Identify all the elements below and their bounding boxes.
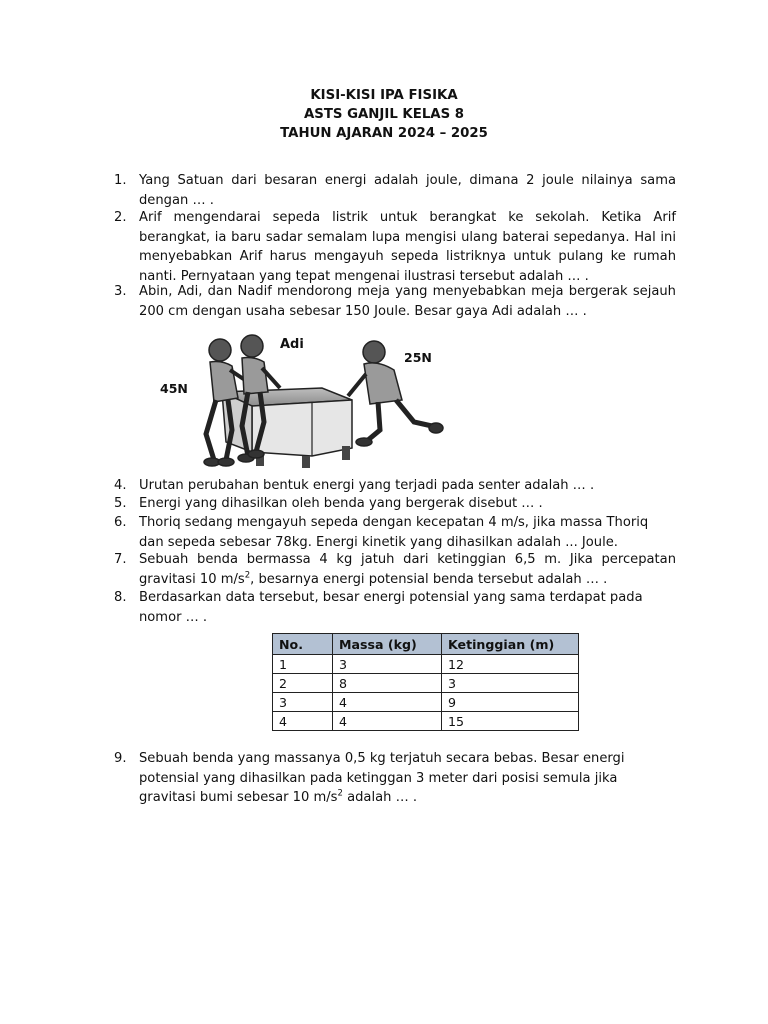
question-6 [114,513,676,552]
label-adi: Adi [280,337,304,352]
question-7 [114,550,676,589]
question-4 [114,476,676,496]
question-number: 5. [114,496,127,511]
question-text-part: Sebuah benda bermassa 4 kg jatuh dari ketinggian 6,5 m. Jika percepatan gravitasi 10 m/s [139,552,676,587]
label-force-right: 25N [404,350,432,365]
table-row [273,712,579,731]
table-cell: 8 [333,674,442,693]
table-cell: 15 [442,712,579,731]
header-title: KISI-KISI IPA FISIKA [310,88,458,103]
question-text-part: adalah … . [342,790,417,806]
question-number: 9. [114,751,127,766]
question-number: 7. [114,552,127,567]
pushing-table-illustration [152,330,452,470]
table-row [273,693,579,712]
question-1 [114,171,676,210]
table-cell: 4 [273,712,333,731]
superscript: 2 [337,788,343,799]
question-text: Berdasarkan data tersebut, besar energi potensial yang sama terdapat pada nomor … . [139,590,643,625]
question-3 [114,282,676,321]
question-text: Thoriq sedang mengayuh sepeda dengan kecepatan 4 m/s, jika massa Thoriq dan sepeda sebesar 78kg. Energi kinetik yang dihasilkan adalah ... Joule. [139,515,649,550]
table-row [273,674,579,693]
table-row [273,655,579,674]
column-header: Massa (kg) [333,634,442,655]
table-cell: 3 [273,693,333,712]
question-text: Energi yang dihasilkan oleh benda yang bergerak disebut … . [139,496,543,511]
question-number: 2. [114,210,127,225]
table-cell: 2 [273,674,333,693]
table-cell: 3 [333,655,442,674]
table-cell: 9 [442,693,579,712]
question-text-part: , besarnya energi potensial benda tersebut adalah … . [250,571,608,587]
question-number: 6. [114,515,127,530]
question-9 [114,749,676,808]
column-header: No. [273,634,333,655]
table-cell: 4 [333,712,442,731]
header-year: TAHUN AJARAN 2024 – 2025 [280,126,488,141]
label-force-left: 45N [160,381,188,396]
question-number: 1. [114,173,127,188]
question-number: 3. [114,284,127,299]
column-header: Ketinggian (m) [442,634,579,655]
question-text: Arif mengendarai sepeda listrik untuk berangkat ke sekolah. Ketika Arif berangkat, ia baru sadar semalam lupa mengisi ulang baterai sepedanya. Hal ini menyebabkan Arif harus mengayuh sepeda listriknya untuk pulang ke rumah nanti. Pernyataan yang tepat mengenai ilustrasi tersebut adalah … . [139,210,676,284]
table-cell: 1 [273,655,333,674]
table-cell: 4 [333,693,442,712]
question-2 [114,208,676,286]
superscript: 2 [244,570,251,581]
question-5 [114,494,676,514]
question-number: 8. [114,590,127,605]
document-header [0,86,768,143]
question-text: Abin, Adi, dan Nadif mendorong meja yang menyebabkan meja bergerak sejauh 200 cm dengan usaha sebesar 150 Joule. Besar gaya Adi adalah … . [139,284,676,319]
header-class: ASTS GANJIL KELAS 8 [303,107,465,122]
question-text-part: Sebuah benda yang massanya 0,5 kg terjatuh secara bebas. Besar energi potensial yang dihasilkan pada ketinggan 3 meter dari posisi semula jika gravitasi bumi sebesar 10 m/s [139,751,625,806]
table-cell: 3 [442,674,579,693]
mass-height-table [272,633,579,731]
question-text: Yang Satuan dari besaran energi adalah joule, dimana 2 joule nilainya sama dengan … . [139,173,676,208]
question-text [139,749,676,808]
table-header-row [273,634,579,655]
question-number: 4. [114,478,127,493]
question-text: Urutan perubahan bentuk energi yang terjadi pada senter adalah … . [139,478,595,493]
table-cell: 12 [442,655,579,674]
question-8 [114,588,676,627]
question-text [139,550,676,589]
